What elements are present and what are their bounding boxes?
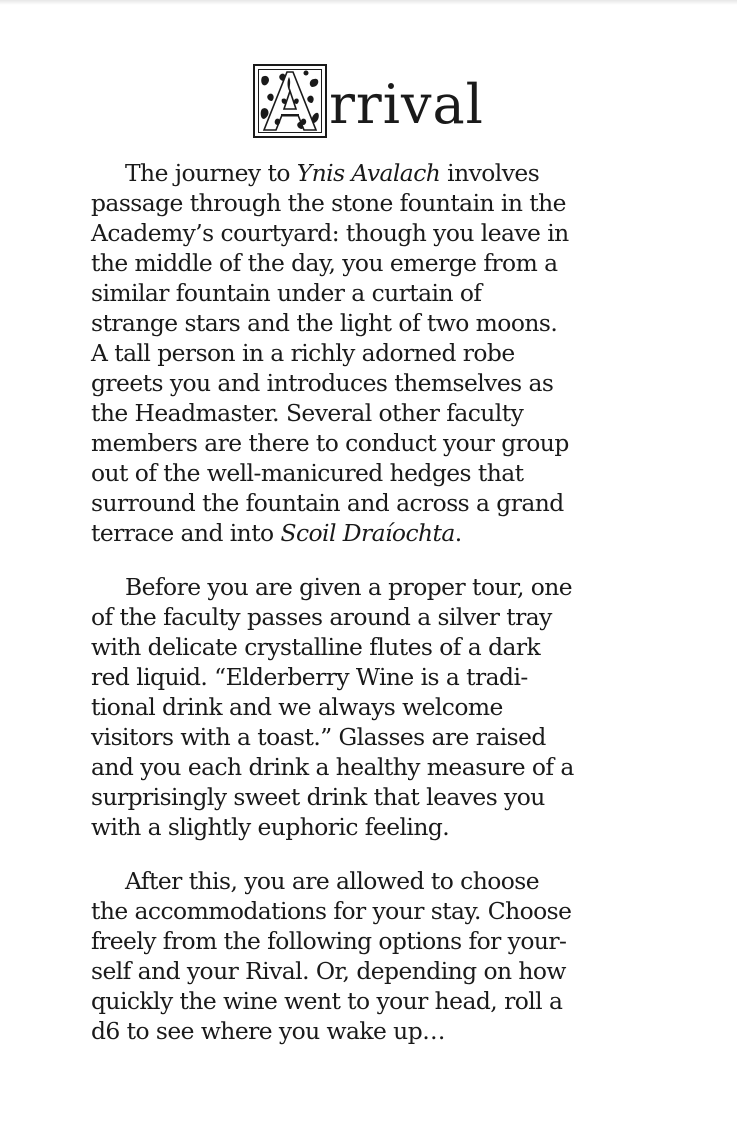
text-run: freely from the following options for your- [91,927,567,955]
illuminated-dropcap [253,64,327,138]
text-line [91,1016,636,1046]
ornate-letter-a-icon [258,69,322,133]
text-run: with delicate crystalline flutes of a dark [91,633,541,661]
italic-name: Ynis Avalach [296,159,441,187]
text-line [91,458,636,488]
text-line [91,602,636,632]
paragraph-wine [91,572,636,842]
text-run: surprisingly sweet drink that leaves you [91,783,545,811]
text-run: with a slightly euphoric feeling. [91,813,450,841]
text-line [91,662,636,692]
text-line [91,926,636,956]
text-run: d6 to see where you wake up… [91,1017,445,1045]
text-run: the Headmaster. Several other faculty [91,399,524,427]
text-run: Before you are given a proper tour, one [125,573,573,601]
text-line [91,896,636,926]
text-line [91,956,636,986]
text-run: and you each drink a healthy measure of a [91,753,574,781]
text-run: terrace and into [91,519,281,547]
text-line [91,338,636,368]
text-line [91,866,636,896]
text-run: After this, you are allowed to choose [125,867,540,895]
text-run: self and your Rival. Or, depending on how [91,957,566,985]
text-line [91,488,636,518]
text-run: greets you and introduces themselves as [91,369,554,397]
text-line [91,722,636,752]
text-run: out of the well-manicured hedges that [91,459,524,487]
text-run: the accommodations for your stay. Choose [91,897,572,925]
text-line [91,428,636,458]
text-run: passage through the stone fountain in the [91,189,566,217]
text-line [91,518,636,548]
paragraph-accommodations [91,866,636,1046]
text-line [91,632,636,662]
text-run: strange stars and the light of two moons. [91,309,558,337]
text-line [91,692,636,722]
text-line [91,752,636,782]
text-run: red liquid. “Elderberry Wine is a tradi- [91,663,528,691]
chapter-title [0,60,737,138]
text-run: quickly the wine went to your head, roll a [91,987,563,1015]
text-line [91,278,636,308]
paragraph-journey [91,158,636,548]
text-run: of the faculty passes around a silver tray [91,603,552,631]
text-line [91,248,636,278]
text-line [91,986,636,1016]
text-run: the middle of the day, you emerge from a [91,249,558,277]
text-run: tional drink and we always welcome [91,693,503,721]
text-line [91,782,636,812]
text-run: surround the fountain and across a grand [91,489,564,517]
text-run: similar fountain under a curtain of [91,279,482,307]
text-line [91,572,636,602]
text-line [91,158,636,188]
chapter-title-text: rrival [329,73,484,136]
text-line [91,308,636,338]
text-line [91,218,636,248]
text-line [91,188,636,218]
body-text [91,158,636,1070]
text-run: . [454,519,462,547]
text-run: visitors with a toast.” Glasses are raised [91,723,546,751]
text-run: Academy’s courtyard: though you leave in [91,219,569,247]
text-line [91,398,636,428]
text-run: The journey to [125,159,297,187]
text-run: A tall person in a richly adorned robe [91,339,515,367]
text-line [91,368,636,398]
italic-name: Scoil Draíochta [280,519,455,547]
text-run: involves [440,159,540,187]
text-line [91,812,636,842]
text-run: members are there to conduct your group [91,429,569,457]
